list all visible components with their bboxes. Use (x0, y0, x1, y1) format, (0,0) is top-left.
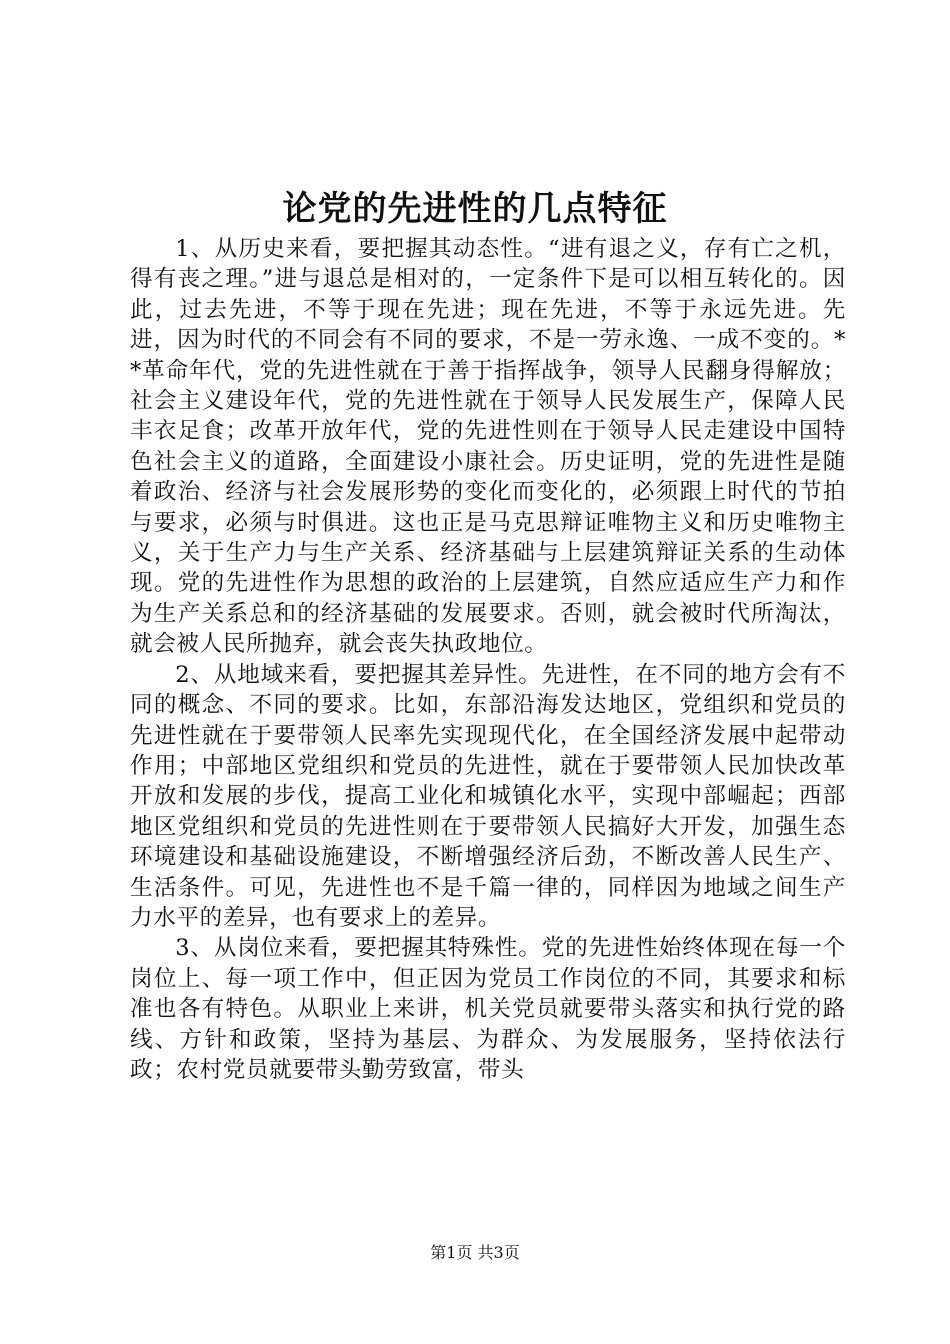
document-body (130, 234, 846, 1085)
page-number-footer: 第1页 共3页 (430, 1243, 520, 1262)
document-title: 论党的先进性的几点特征 (282, 189, 668, 229)
paragraph-region: 2、从地域来看，要把握其差异性。先进性，在不同的地方会有不同的概念、不同的要求。比如，东部沿海发达地区，党组织和党员的先进性就在于要带领人民率先实现现代化，在全国经济发展中起带动作用；中部地区党组织和党员的先进性，就在于要带领人民加快改革开放和发展的步伐，提高工业化和城镇化水平，实现中部崛起；西部地区党组织和党员的先进性则在于要带领人民搞好大开发，加强生态环境建设和基础设施建设，不断增强经济后劲，不断改善人民生产、生活条件。可见，先进性也不是千篇一律的，同样因为地域之间生产力水平的差异，也有要求上的差异。 (130, 661, 846, 931)
paragraph-position: 3、从岗位来看，要把握其特殊性。党的先进性始终体现在每一个岗位上、每一项工作中，但正因为党员工作岗位的不同，其要求和标准也各有特色。从职业上来讲，机关党员就要带头落实和执行党的路线、方针和政策，坚持为基层、为群众、为发展服务，坚持依法行政；农村党员就要带头勤劳致富，带头 (130, 935, 846, 1083)
paragraph-history: 1、从历史来看，要把握其动态性。“进有退之义，存有亡之机，得有丧之理。”进与退总是相对的，一定条件下是可以相互转化的。因此，过去先进，不等于现在先进；现在先进，不等于永远先进。先进，因为时代的不同会有不同的要求，不是一劳永逸、一成不变的。**革命年代，党的先进性就在于善于指挥战争，领导人民翻身得解放；社会主义建设年代，党的先进性就在于领导人民发展生产，保障人民丰衣足食；改革开放年代，党的先进性则在于领导人民走建设中国特色社会主义的道路，全面建设小康社会。历史证明，党的先进性是随着政治、经济与社会发展形势的变化而变化的，必须跟上时代的节拍与要求，必须与时俱进。这也正是马克思辩证唯物主义和历史唯物主义，关于生产力与生产关系、经济基础与上层建筑辩证关系的生动体现。党的先进性作为思想的政治的上层建筑，自然应适应生产力和作为生产关系总和的经济基础的发展要求。否则，就会被时代所淘汰，就会被人民所抛弃，就会丧失执政地位。 (130, 236, 846, 658)
